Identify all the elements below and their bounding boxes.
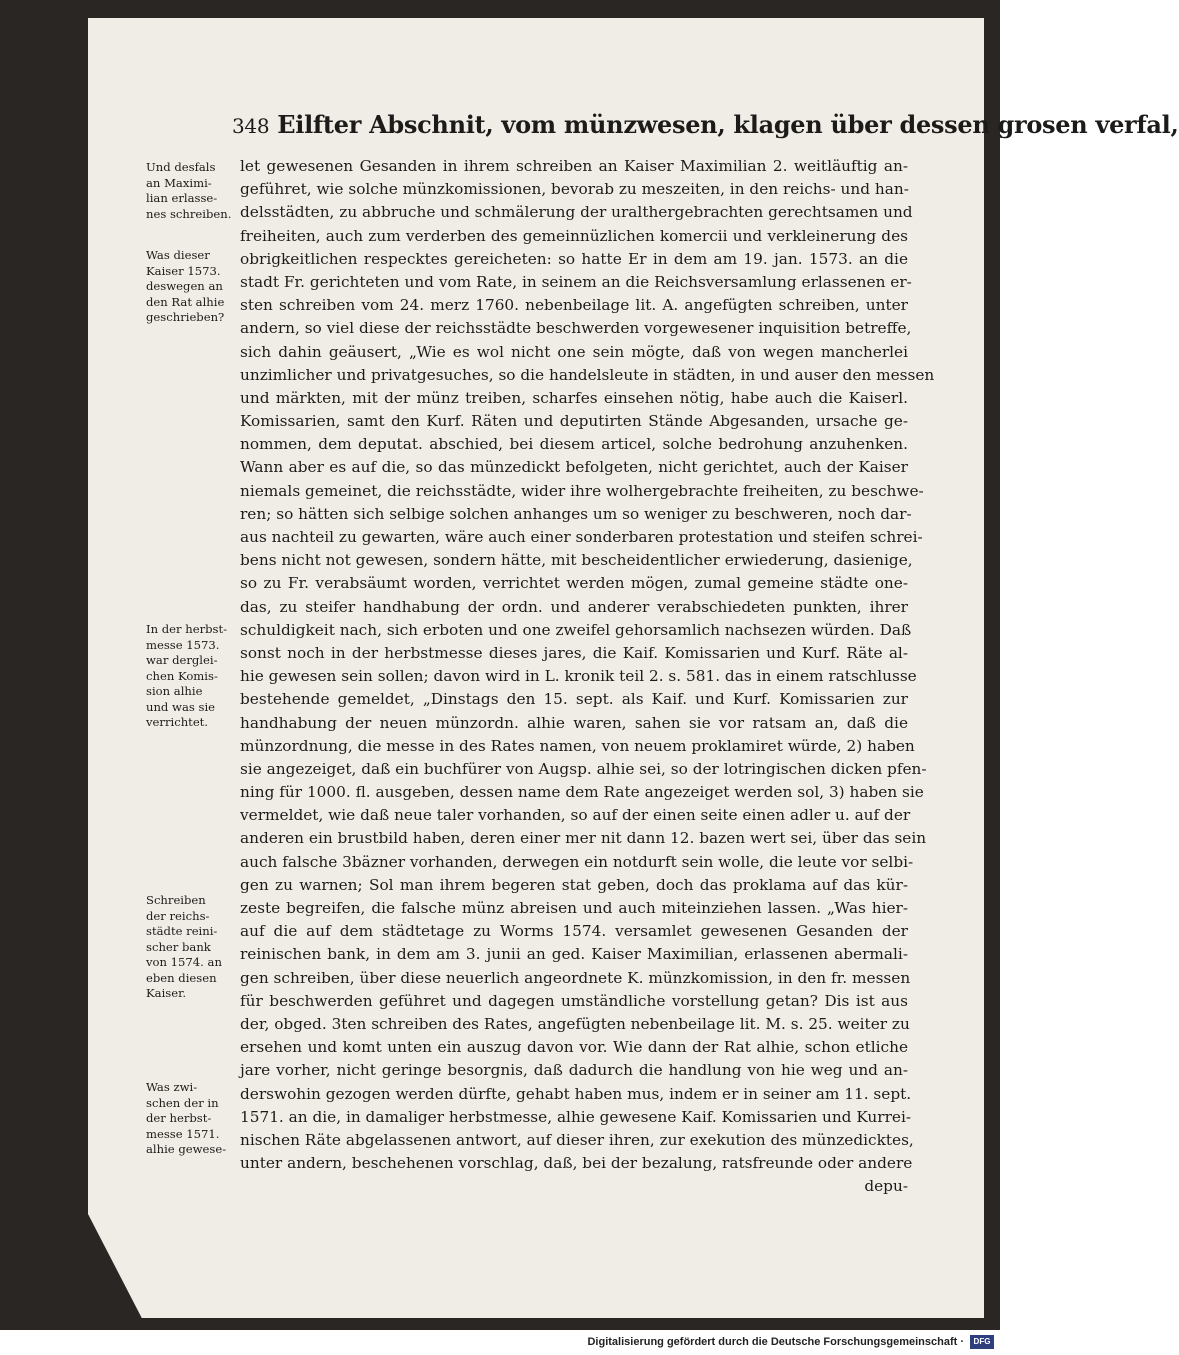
text-line: gen zu warnen; Sol man ihrem begeren stat geben, doch das proklama auf das kür- <box>240 875 908 894</box>
running-title: Eilfter Abschnit, vom münzwesen, klagen über dessen grosen verfal, <box>277 110 1179 139</box>
text-line: delsstädten, zu abbruche und schmälerung der uralthergebrachten gerechtsamen und <box>240 203 913 222</box>
text-line: bestehende gemeldet, „Dinstags den 15. sept. als Kaif. und Kurf. Komissarien zur <box>240 690 908 709</box>
text-line: 1571. an die, in damaliger herbstmesse, alhie gewesene Kaif. Komissarien und Kurrei- <box>240 1107 912 1126</box>
text-line: Komissarien, samt den Kurf. Räten und deputirten Stände Abgesanden, ursache ge- <box>240 412 908 431</box>
margin-note-line: von 1574. an <box>146 955 222 969</box>
margin-note-line: Kaiser. <box>146 986 187 1000</box>
margin-note-line: schen der in <box>146 1095 219 1110</box>
margin-note-line: messe 1573. <box>146 637 220 652</box>
margin-note-line: Und desfals <box>146 160 216 174</box>
text-line: aus nachteil zu gewarten, wäre auch einer sonderbaren protestation und steifen schrei- <box>240 528 923 546</box>
margin-note <box>146 1080 238 1158</box>
text-line: sonst noch in der herbstmesse dieses jares, die Kaif. Komissarien und Kurf. Räte al- <box>240 643 908 662</box>
text-line: bens nicht not gewesen, sondern hätte, mit bescheidentlicher erwiederung, dasienige, <box>240 551 913 570</box>
margin-note-line: städte reini- <box>146 924 218 938</box>
text-line: handhabung der neuen münzordn. alhie waren, sahen sie vor ratsam an, daß die <box>240 713 908 732</box>
margin-note <box>146 622 238 731</box>
text-line: vermeldet, wie daß neue taler vorhanden, so auf der einen seite einen adler u. auf der <box>240 806 911 825</box>
text-line: geführet, wie solche münzkomissionen, bevorab zu meszeiten, in den reichs- und han- <box>240 180 909 199</box>
text-line: ersehen und komt unten ein auszug davon vor. Wie dann der Rat alhie, schon etliche <box>240 1038 908 1057</box>
text-line: nommen, dem deputat. abschied, bei diesem articel, solche bedrohung anzuhenken. <box>240 435 908 454</box>
text-line: let gewesenen Gesanden in ihrem schreiben an Kaiser Maximilian 2. weitläuftig an- <box>240 157 908 175</box>
margin-note-line: scher bank <box>146 939 211 954</box>
text-line: sten schreiben vom 24. merz 1760. nebenbeilage lit. A. angefügten schreiben, unter <box>240 296 908 315</box>
margin-note-line: Schreiben <box>146 893 206 907</box>
margin-note <box>146 893 238 1002</box>
funding-credit: Digitalisierung gefördert durch die Deutsche Forschungsgemeinschaft · <box>587 1336 964 1348</box>
margin-note-line: alhie gewese- <box>146 1142 227 1156</box>
margin-note-line: Was dieser <box>146 248 210 262</box>
dfg-logo: DFG <box>970 1335 994 1349</box>
margin-note-line: der reichs- <box>146 908 210 923</box>
margin-note-line: eben diesen <box>146 970 217 985</box>
margin-note-line: nes schreiben. <box>146 206 232 221</box>
running-head <box>232 110 1179 139</box>
margin-note-line: Was zwi- <box>146 1080 198 1094</box>
text-line: so zu Fr. verabsäumt worden, verrichtet werden mögen, zumal gemeine städte one- <box>240 574 908 593</box>
text-line: andern, so viel diese der reichsstädte beschwerden vorgewesener inquisition betreffe, <box>240 319 912 338</box>
text-line: freiheiten, auch zum verderben des gemeinnüzlichen komercii und verkleinerung des <box>240 226 908 245</box>
margin-note <box>146 160 238 222</box>
body-text <box>240 155 935 1198</box>
text-line: nischen Räte abgelassenen antwort, auf dieser ihren, zur exekution des münzedicktes, <box>240 1130 914 1149</box>
margin-note-line: den Rat alhie <box>146 294 225 309</box>
text-line: das, zu steifer handhabung der ordn. und anderer verabschiedeten punkten, ihrer <box>240 597 908 616</box>
margin-note-line: an Maximi- <box>146 175 212 190</box>
text-line: reinischen bank, in dem am 3. junii an ged. Kaiser Maximilian, erlassenen abermali- <box>240 945 908 964</box>
margin-note-line: Kaiser 1573. <box>146 263 221 278</box>
text-line: ren; so hätten sich selbige solchen anhanges um so weniger zu beschweren, noch dar- <box>240 504 912 523</box>
text-line: obrigkeitlichen respecktes gereicheten: so hatte Er in dem am 19. jan. 1573. an die <box>240 249 908 268</box>
text-line: niemals gemeinet, die reichsstädte, wider ihre wolhergebrachte freiheiten, zu beschwe- <box>240 481 924 500</box>
margin-note-line: In der herbst- <box>146 622 228 636</box>
text-line: münzordnung, die messe in des Rates namen, von neuem proklamiret würde, 2) haben <box>240 736 915 755</box>
text-line: sich dahin geäusert, „Wie es wol nicht one sein mögte, daß von wegen mancherlei <box>240 342 908 361</box>
text-line: für beschwerden geführet und dagegen umständliche vorstellung getan? Dis ist aus <box>240 991 908 1010</box>
margin-note <box>146 248 238 326</box>
margin-note-line: deswegen an <box>146 279 223 293</box>
text-line: stadt Fr. gerichteten und vom Rate, in seinem an die Reichsversamlung erlassenen er- <box>240 272 912 291</box>
text-line: anderen ein brustbild haben, deren einer mer nit dann 12. bazen wert sei, über das sein <box>240 829 927 848</box>
text-line: gen schreiben, über diese neuerlich angeordnete K. münzkomission, in den fr. messen <box>240 968 911 987</box>
text-line: depu- <box>864 1177 908 1196</box>
margin-note-line: chen Komis- <box>146 668 218 683</box>
text-line: auf die auf dem städtetage zu Worms 1574. versamlet gewesenen Gesanden der <box>240 922 908 941</box>
text-line: auch falsche 3bäzner vorhanden, derwegen ein notdurft sein wolle, die leute vor selbi- <box>240 852 914 871</box>
text-line: der, obged. 3ten schreiben des Rates, angefügten nebenbeilage lit. M. s. 25. weiter zu <box>240 1014 910 1033</box>
margin-note-line: war derglei- <box>146 653 218 667</box>
margin-note-line: geschrieben? <box>146 310 225 324</box>
text-line: unzimlicher und privatgesuches, so die handelsleute in städten, in und auser den messen <box>240 365 935 384</box>
text-line: jare vorher, nicht geringe besorgnis, daß dadurch die handlung von hie weg und an- <box>240 1061 908 1080</box>
margin-note-line: sion alhie <box>146 684 203 698</box>
margin-note-line: verrichtet. <box>146 715 209 729</box>
text-line: zeste begreifen, die falsche münz abreisen und auch miteinziehen lassen. „Was hier- <box>240 899 908 917</box>
margin-note-line: und was sie <box>146 699 216 714</box>
page-number: 348 <box>232 114 270 138</box>
margin-note-line: lian erlasse- <box>146 191 218 205</box>
margin-note-line: messe 1571. <box>146 1126 220 1141</box>
text-line: schuldigkeit nach, sich erboten und one zweifel gehorsamlich nachsezen würden. Daß <box>240 620 912 639</box>
text-line: und märkten, mit der münz treiben, scharfes einsehen nötig, habe auch die Kaiserl. <box>240 388 908 407</box>
text-line: Wann aber es auf die, so das münzedickt befolgeten, nicht gerichtet, auch der Kaiser <box>240 458 908 477</box>
text-line: ning für 1000. fl. ausgeben, dessen name dem Rate angezeiget werden sol, 3) haben sie <box>240 783 924 802</box>
text-line: derswohin gezogen werden dürfte, gehabt haben mus, indem er in seiner am 11. sept. <box>240 1084 912 1103</box>
text-line: sie angezeiget, daß ein buchfürer von Augsp. alhie sei, so der lotringischen dicken pfen- <box>240 759 927 778</box>
text-line: unter andern, beschehenen vorschlag, daß, bei der bezalung, ratsfreunde oder andere <box>240 1154 913 1173</box>
margin-note-line: der herbst- <box>146 1111 212 1125</box>
footer-bar <box>0 1330 1000 1355</box>
text-line: hie gewesen sein sollen; davon wird in L. kronik teil 2. s. 581. das in einem ratschlusse <box>240 667 917 686</box>
